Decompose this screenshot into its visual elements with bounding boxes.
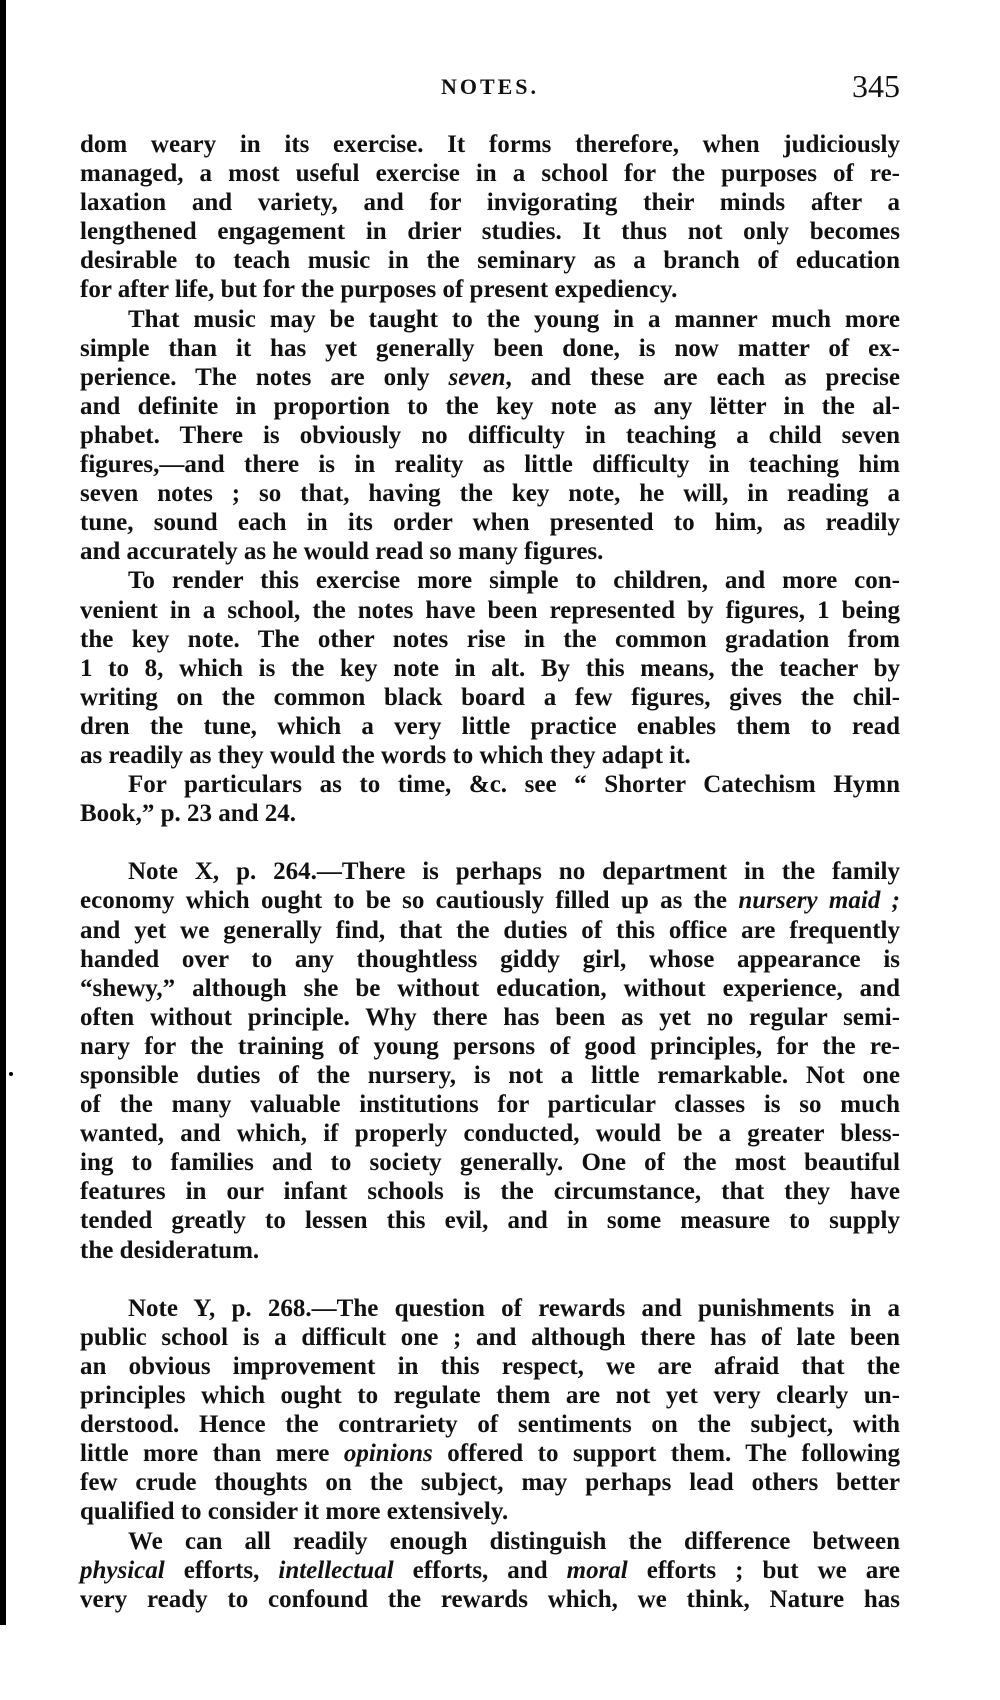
text-line [80, 217, 900, 246]
paragraph [80, 1294, 900, 1527]
text-run: public school is a difficult one ; and although there has of late been [80, 1323, 900, 1351]
text-run: managed, a most useful exercise in a school for the purposes of re- [80, 160, 900, 188]
italic-text: physical [80, 1556, 165, 1584]
scan-border [0, 0, 6, 1625]
text-run: venient in a school, the notes have been represented by figures, 1 being [80, 596, 900, 624]
text-line [80, 159, 900, 188]
text-run: often without principle. Why there has been as yet no regular semi- [80, 1003, 900, 1031]
text-line [80, 916, 900, 945]
text-run: seven notes ; so that, having the key note, he will, in reading a [80, 480, 900, 508]
text-line [80, 974, 900, 1003]
paragraph [80, 857, 900, 1293]
text-line [80, 1439, 900, 1468]
text-run: wanted, and which, if properly conducted, would be a greater bless- [80, 1120, 900, 1148]
text-line [80, 1090, 900, 1119]
body-text [80, 130, 900, 1614]
text-line [80, 1236, 900, 1265]
text-line [80, 741, 900, 770]
text-line [80, 130, 900, 159]
text-run: few crude thoughts on the subject, may perhaps lead others better [80, 1469, 900, 1497]
text-run: dom weary in its exercise. It forms therefore, when judiciously [80, 131, 900, 158]
blank-line [80, 828, 900, 857]
text-line [80, 392, 900, 421]
text-line [80, 1061, 900, 1090]
text-run: tended greatly to lessen this evil, and in some measure to supply [80, 1207, 900, 1235]
text-line [80, 799, 900, 828]
text-run: of the many valuable institutions for particular classes is so much [80, 1091, 900, 1119]
text-run: handed over to any thoughtless giddy girl, whose appearance is [80, 945, 900, 973]
scan-speck [9, 1072, 13, 1076]
paragraph [80, 305, 900, 567]
text-line [80, 1381, 900, 1410]
text-line [80, 683, 900, 712]
text-run: dren the tune, which a very little practice enables them to read [80, 712, 900, 740]
text-line [80, 1497, 900, 1526]
text-line [80, 1206, 900, 1235]
text-run: Book,” p. 23 and 24. [80, 800, 297, 828]
text-line [80, 305, 900, 334]
text-run: perience. The notes are only [80, 363, 449, 391]
text-line [80, 1556, 900, 1585]
text-run: an obvious improvement in this respect, we are afraid that the [80, 1352, 900, 1380]
text-run: principles which ought to regulate them are not yet very clearly un- [80, 1382, 900, 1410]
text-run: as readily as they would the words to which they adapt it. [80, 741, 691, 769]
text-run: nary for the training of young persons of good principles, for the re- [80, 1032, 900, 1060]
text-run: the key note. The other notes rise in the common gradation from [80, 625, 900, 653]
text-line [80, 1323, 900, 1352]
paragraph [80, 1527, 900, 1614]
text-run: very ready to confound the rewards which, we think, Nature has [80, 1585, 900, 1613]
text-run: the desideratum. [80, 1236, 260, 1264]
text-line [80, 596, 900, 625]
text-line [80, 712, 900, 741]
text-line [80, 1352, 900, 1381]
italic-text: opinions [343, 1440, 433, 1468]
text-run: “shewy,” although she be without education, without experience, and [80, 974, 900, 1002]
text-line [80, 770, 900, 799]
text-line [80, 1410, 900, 1439]
text-line [80, 334, 900, 363]
text-run: phabet. There is obviously no difficulty in teaching a child seven [80, 421, 900, 449]
text-run: For particulars as to time, &c. see “ Shorter Catechism Hymn [128, 771, 900, 799]
text-run: lengthened engagement in drier studies. It thus not only becomes [80, 218, 900, 246]
italic-text: intellectual [278, 1556, 394, 1584]
text-run: laxation and variety, and for invigorating their minds after a [80, 189, 900, 217]
text-line [80, 566, 900, 595]
text-line [80, 421, 900, 450]
text-run: sponsible duties of the nursery, is not a little remarkable. Not one [80, 1062, 900, 1089]
text-line [80, 1585, 900, 1614]
text-run: for after life, but for the purposes of present expediency. [80, 276, 678, 304]
text-line [80, 479, 900, 508]
running-head [80, 68, 900, 108]
text-line [80, 1468, 900, 1497]
text-line [80, 246, 900, 275]
text-run: ing to families and to society generally. One of the most beautiful [80, 1149, 900, 1177]
text-run: offered to support them. The following [432, 1440, 900, 1468]
text-run: That music may be taught to the young in a manner much more [128, 305, 900, 333]
text-run: Note X, p. 264.—There is perhaps no department in the family [128, 858, 900, 886]
blank-line [80, 1265, 900, 1294]
italic-text: moral [566, 1556, 628, 1584]
text-line [80, 1032, 900, 1061]
page-number: 345 [852, 68, 900, 104]
paragraph [80, 130, 900, 305]
text-run: efforts, [164, 1556, 279, 1584]
text-run: little more than mere [80, 1440, 344, 1468]
running-head-title: NOTES. [440, 74, 540, 99]
text-run: writing on the common black board a few figures, gives the chil- [80, 683, 900, 711]
text-run: derstood. Hence the contrariety of sentiments on the subject, with [80, 1411, 900, 1439]
text-line [80, 945, 900, 974]
text-line [80, 450, 900, 479]
text-line [80, 1148, 900, 1177]
paragraph [80, 770, 900, 857]
text-run: efforts, and [393, 1556, 567, 1584]
text-line [80, 1003, 900, 1032]
text-run: features in our infant schools is the circumstance, that they have [80, 1178, 900, 1206]
text-line [80, 654, 900, 683]
text-run: and definite in proportion to the key note as any lëtter in the al- [80, 392, 900, 420]
text-line [80, 275, 900, 304]
text-line [80, 857, 900, 886]
text-line [80, 625, 900, 654]
text-line [80, 1294, 900, 1323]
paragraph [80, 566, 900, 770]
text-line [80, 1177, 900, 1206]
text-run: To render this exercise more simple to children, and more con- [128, 567, 900, 595]
text-run: economy which ought to be so cautiously filled up as the [80, 887, 739, 915]
text-line [80, 363, 900, 392]
text-run: qualified to consider it more extensively. [80, 1498, 509, 1526]
text-line [80, 188, 900, 217]
text-run: and yet we generally find, that the duties of this office are frequently [80, 916, 900, 944]
text-run: figures,—and there is in reality as little difficulty in teaching him [80, 451, 900, 479]
text-line [80, 537, 900, 566]
text-run: , and these are each as precise [505, 363, 900, 391]
text-line [80, 1527, 900, 1556]
text-run: efforts ; but we are [627, 1556, 900, 1584]
text-run: We can all readily enough distinguish the difference between [128, 1527, 900, 1555]
text-run: tune, sound each in its order when presented to him, as readily [80, 509, 900, 537]
text-line [80, 508, 900, 537]
text-run: Note Y, p. 268.—The question of rewards and punishments in a [128, 1294, 900, 1322]
text-run: and accurately as he would read so many figures. [80, 538, 604, 566]
text-run: desirable to teach music in the seminary as a branch of education [80, 247, 900, 275]
italic-text: nursery maid ; [738, 887, 901, 915]
text-line [80, 1119, 900, 1148]
text-line [80, 886, 900, 915]
text-run: 1 to 8, which is the key note in alt. By this means, the teacher by [80, 654, 900, 682]
text-run: simple than it has yet generally been done, is now matter of ex- [80, 334, 900, 362]
italic-text: seven [448, 363, 506, 391]
